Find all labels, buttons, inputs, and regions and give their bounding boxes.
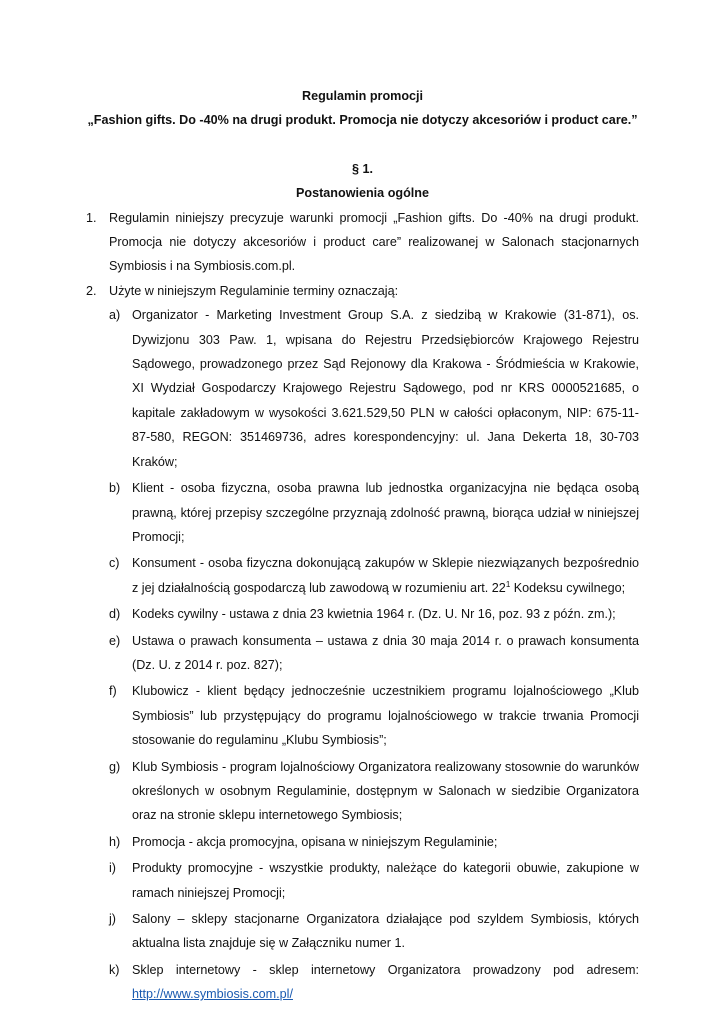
provision-text: Użyte w niniejszym Regulaminie terminy oznaczają: bbox=[109, 283, 399, 298]
definition-item bbox=[109, 830, 639, 854]
definition-letter: k) bbox=[109, 962, 120, 977]
section-title: Postanowienia ogólne bbox=[296, 186, 429, 201]
definition-letter: e) bbox=[109, 633, 121, 648]
definition-text-part: Konsument - osoba fizyczna dokonującą zakupów w Sklepie niezwiązanych bezpośrednio z jej działalnością gospodarczą lub zawodową w rozumieniu art. 22 bbox=[132, 556, 639, 595]
definition-letter: a) bbox=[109, 308, 121, 323]
definition-item bbox=[109, 629, 639, 678]
definition-letter: c) bbox=[109, 556, 120, 571]
definition-item bbox=[109, 856, 639, 905]
document-subtitle: „Fashion gifts. Do -40% na drugi produkt. Promocja nie dotyczy akcesoriów i product care.” bbox=[87, 113, 638, 128]
definition-item bbox=[109, 958, 639, 1007]
definition-item bbox=[109, 551, 639, 600]
definition-text: Promocja - akcja promocyjna, opisana w niniejszym Regulaminie; bbox=[132, 834, 498, 849]
definition-item bbox=[109, 907, 639, 956]
definition-letter: d) bbox=[109, 607, 121, 622]
definition-text: Sklep internetowy - sklep internetowy Organizatora prowadzony pod adresem: bbox=[132, 962, 639, 977]
definition-text-part: Kodeksu cywilnego; bbox=[510, 580, 626, 595]
provisions-list bbox=[86, 206, 639, 1007]
definition-letter: b) bbox=[109, 481, 121, 496]
definition-letter: j) bbox=[109, 912, 116, 926]
definition-letter: h) bbox=[109, 834, 121, 849]
definition-letter: f) bbox=[109, 684, 117, 699]
superscript: 1 bbox=[505, 579, 511, 589]
provision-text: Regulamin niniejszy precyzuje warunki promocji „Fashion gifts. Do -40% na drugi produkt. Promocja nie dotyczy akcesoriów i product care” realizowanej w Salonach stacjonarnych Symbiosis i na Symbiosis.com.pl. bbox=[109, 210, 639, 274]
shop-url-link[interactable]: http://www.symbiosis.com.pl/ bbox=[132, 987, 293, 1002]
definition-text: Kodeks cywilny - ustawa z dnia 23 kwietnia 1964 r. (Dz. U. Nr 16, poz. 93 z późn. zm.); bbox=[132, 607, 616, 622]
provision-number: 1. bbox=[86, 210, 97, 225]
definition-text: Produkty promocyjne - wszystkie produkty, należące do kategorii obuwie, zakupione w ramach niniejszej Promocji; bbox=[132, 861, 639, 900]
definition-item bbox=[109, 679, 639, 752]
provision-number: 2. bbox=[86, 283, 97, 298]
provision-item bbox=[86, 206, 639, 279]
definition-letter: g) bbox=[109, 759, 121, 774]
definitions-list bbox=[109, 303, 639, 1006]
definition-text: Organizator - Marketing Investment Group S.A. z siedzibą w Krakowie (31-871), os. Dywizjonu 303 Paw. 1, wpisana do Rejestru Przedsiębiorców Krajowego Rejestru Sądowego, prowadzonego przez Sąd Rejonowy dla Krakowa - Śródmieścia w Krakowie, XI Wydział Gospodarczy Krajowego Rejestru Sądowego, pod nr KRS 0000521685, o kapitale zakładowym w wysokości 3.621.529,50 PLN w całości opłaconym, NIP: 675-11-87-580, REGON: 351469736, adres korespondencyjny: ul. Jana Dekerta 18, 30-703 Kraków; bbox=[132, 308, 639, 469]
definition-item bbox=[109, 476, 639, 549]
definition-text: Salony – sklepy stacjonarne Organizatora działające pod szyldem Symbiosis, których aktualna lista znajduje się w Załączniku numer 1. bbox=[132, 912, 639, 951]
definition-item bbox=[109, 755, 639, 828]
definition-text: Klubowicz - klient będący jednocześnie uczestnikiem programu lojalnościowego „Klub Symbiosis” lub przystępujący do programu lojalnościowego w trakcie trwania Promocji stosowanie do regulaminu „Klubu Symbiosis”; bbox=[132, 684, 639, 748]
section-number: § 1. bbox=[351, 161, 373, 176]
definition-item bbox=[109, 602, 639, 626]
definition-text: Klub Symbiosis - program lojalnościowy Organizatora realizowany stosownie do warunków określonych w osobnym Regulaminie, dostępnym w Salonach w siedzibie Organizatora oraz na stronie sklepu internetowego Symbiosis; bbox=[132, 759, 639, 823]
definition-text bbox=[132, 556, 639, 594]
definition-letter: i) bbox=[109, 861, 116, 876]
provision-item bbox=[86, 279, 639, 1007]
document-title: Regulamin promocji bbox=[301, 89, 424, 103]
definition-text: Ustawa o prawach konsumenta – ustawa z dnia 30 maja 2014 r. o prawach konsumenta (Dz. U. z 2014 r. poz. 827); bbox=[132, 633, 639, 672]
definition-item bbox=[109, 303, 639, 474]
definition-text: Klient - osoba fizyczna, osoba prawna lub jednostka organizacyjna nie będąca osobą prawną, której przepisy szczególne przyznają zdolność prawną, biorąca udział w niniejszej Promocji; bbox=[132, 481, 639, 544]
